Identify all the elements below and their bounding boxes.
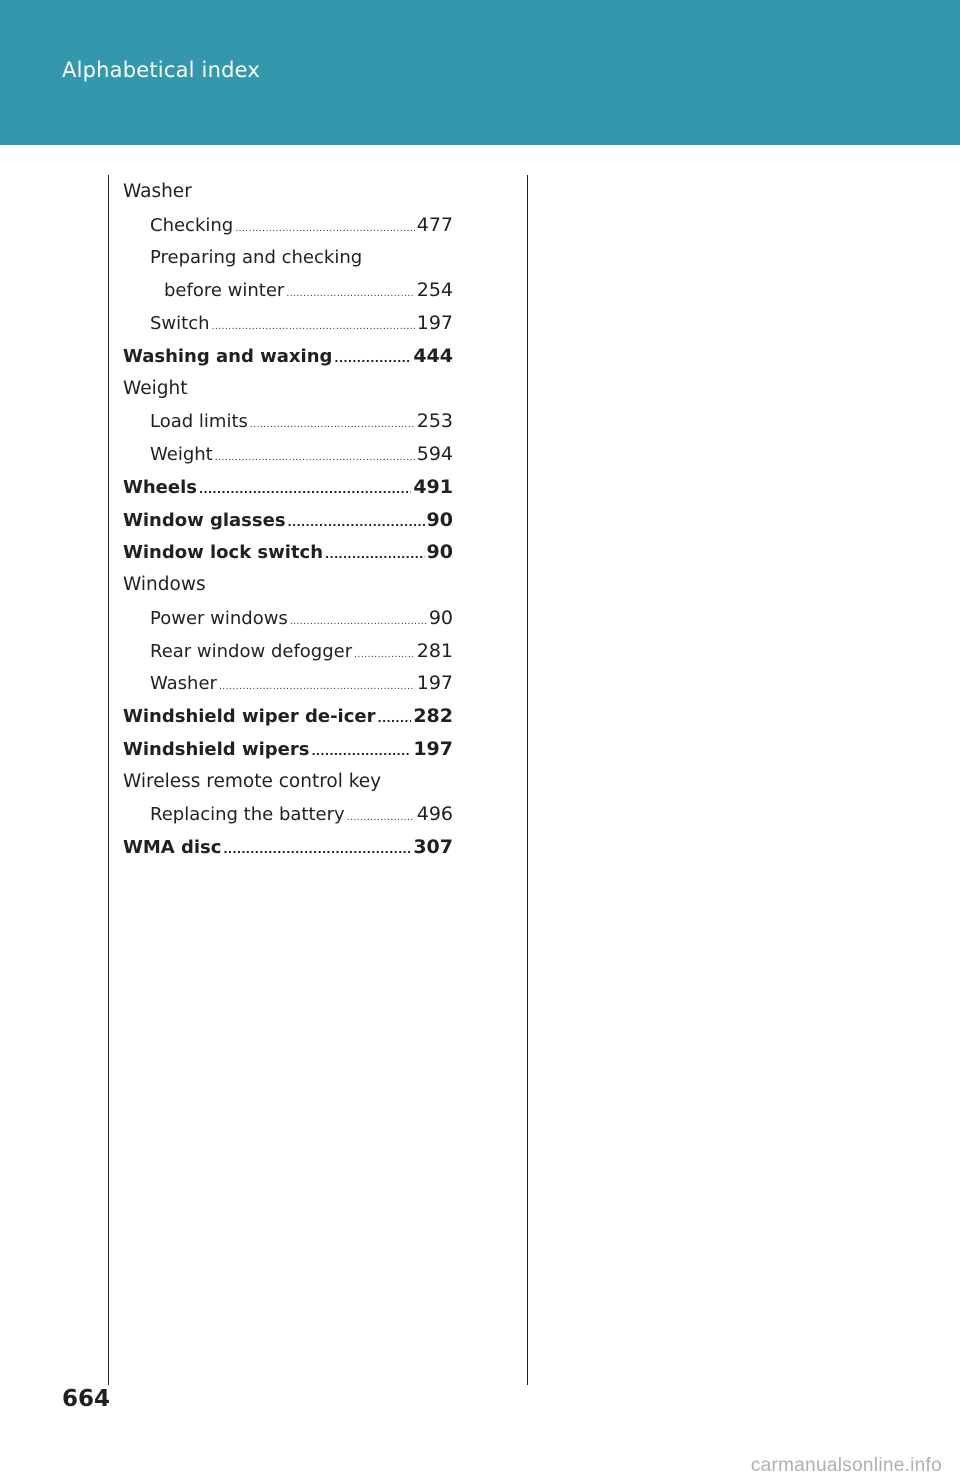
index-entry-label: Weight: [123, 377, 188, 399]
index-entry-label: Windows: [123, 574, 206, 595]
page-number: 664: [62, 1386, 111, 1412]
index-entry: [123, 438, 453, 471]
dot-leader: [288, 507, 425, 540]
index-entry: [123, 209, 453, 242]
dot-leader: [311, 736, 411, 769]
index-entry: [123, 766, 453, 799]
index-entry-label: Load limits: [150, 411, 248, 433]
index-entry: [123, 700, 453, 733]
index-entry-page: 197: [413, 737, 453, 760]
index-entry-page: 496: [416, 803, 453, 826]
dot-leader: [347, 802, 415, 835]
index-entry: [123, 569, 453, 602]
index-entry: [123, 471, 453, 504]
index-entry: [123, 667, 453, 700]
dot-leader: [215, 442, 415, 475]
dot-leader: [334, 343, 411, 376]
index-entry-label: Preparing and checking: [150, 246, 363, 268]
dot-leader: [290, 606, 427, 639]
index-entry: [123, 307, 453, 340]
index-entry-label: Wheels: [123, 476, 197, 498]
index-entry: [123, 602, 453, 635]
index-entry-label: Power windows: [150, 607, 288, 629]
index-list: [123, 176, 453, 864]
index-entry-label: Replacing the battery: [150, 804, 345, 826]
index-entry-page: 90: [426, 541, 453, 564]
dot-leader: [250, 409, 415, 442]
index-entry-label: Windshield wiper de-icer: [123, 706, 376, 727]
index-entry-page: 594: [416, 443, 453, 465]
index-entry-page: 282: [413, 705, 453, 727]
index-entry-label: Washing and waxing: [123, 345, 333, 367]
index-entry-label: Washer: [150, 673, 217, 695]
index-entry-label: before winter: [164, 280, 285, 302]
index-entry-label: Switch: [150, 313, 210, 334]
index-entry-page: 477: [416, 213, 453, 236]
index-entry-label: Rear window defogger: [150, 640, 353, 662]
index-entry-label: Washer: [123, 181, 192, 202]
index-entry-page: 444: [413, 344, 453, 367]
index-entry-page: 197: [416, 312, 453, 334]
index-entry-page: 253: [416, 410, 453, 433]
dot-leader: [212, 311, 415, 344]
dot-leader: [377, 703, 411, 736]
index-entry-label: Window glasses: [123, 509, 286, 531]
index-entry-page: 197: [416, 672, 453, 695]
index-entry-label: Windshield wipers: [123, 738, 310, 760]
index-entry: [123, 798, 453, 831]
index-entry-page: 491: [413, 475, 453, 498]
index-entry-page: 307: [413, 836, 453, 858]
section-header: [0, 0, 960, 145]
index-entry: [123, 405, 453, 438]
dot-leader: [354, 639, 415, 672]
index-entry: [123, 504, 453, 537]
dot-leader: [223, 834, 411, 867]
index-entry: [123, 733, 453, 766]
index-entry: [123, 373, 453, 406]
dot-leader: [286, 278, 414, 311]
section-title: Alphabetical index: [62, 58, 261, 82]
index-entry: [123, 536, 453, 569]
index-entry-page: 90: [428, 606, 453, 629]
watermark: carmanualsonline.info: [750, 1455, 942, 1476]
index-entry: [123, 831, 453, 864]
index-entry-label: WMA disc: [123, 837, 222, 858]
index-entry-label: Window lock switch: [123, 542, 324, 564]
index-entry: [123, 176, 453, 209]
index-entry-page: 254: [416, 279, 453, 302]
index-entry-page: 90: [426, 508, 453, 531]
index-entry-label: Checking: [150, 214, 234, 236]
index-entry-label: Wireless remote control key: [123, 770, 382, 792]
column-divider-right: [527, 175, 528, 1385]
dot-leader: [199, 474, 411, 507]
index-entry: [123, 635, 453, 668]
index-entry: [123, 274, 453, 307]
dot-leader: [219, 671, 415, 704]
index-entry: [123, 340, 453, 373]
dot-leader: [325, 539, 425, 572]
index-entry: [123, 242, 453, 275]
index-entry-page: 281: [416, 639, 453, 662]
column-divider-left: [108, 175, 109, 1385]
index-entry-label: Weight: [150, 444, 213, 465]
